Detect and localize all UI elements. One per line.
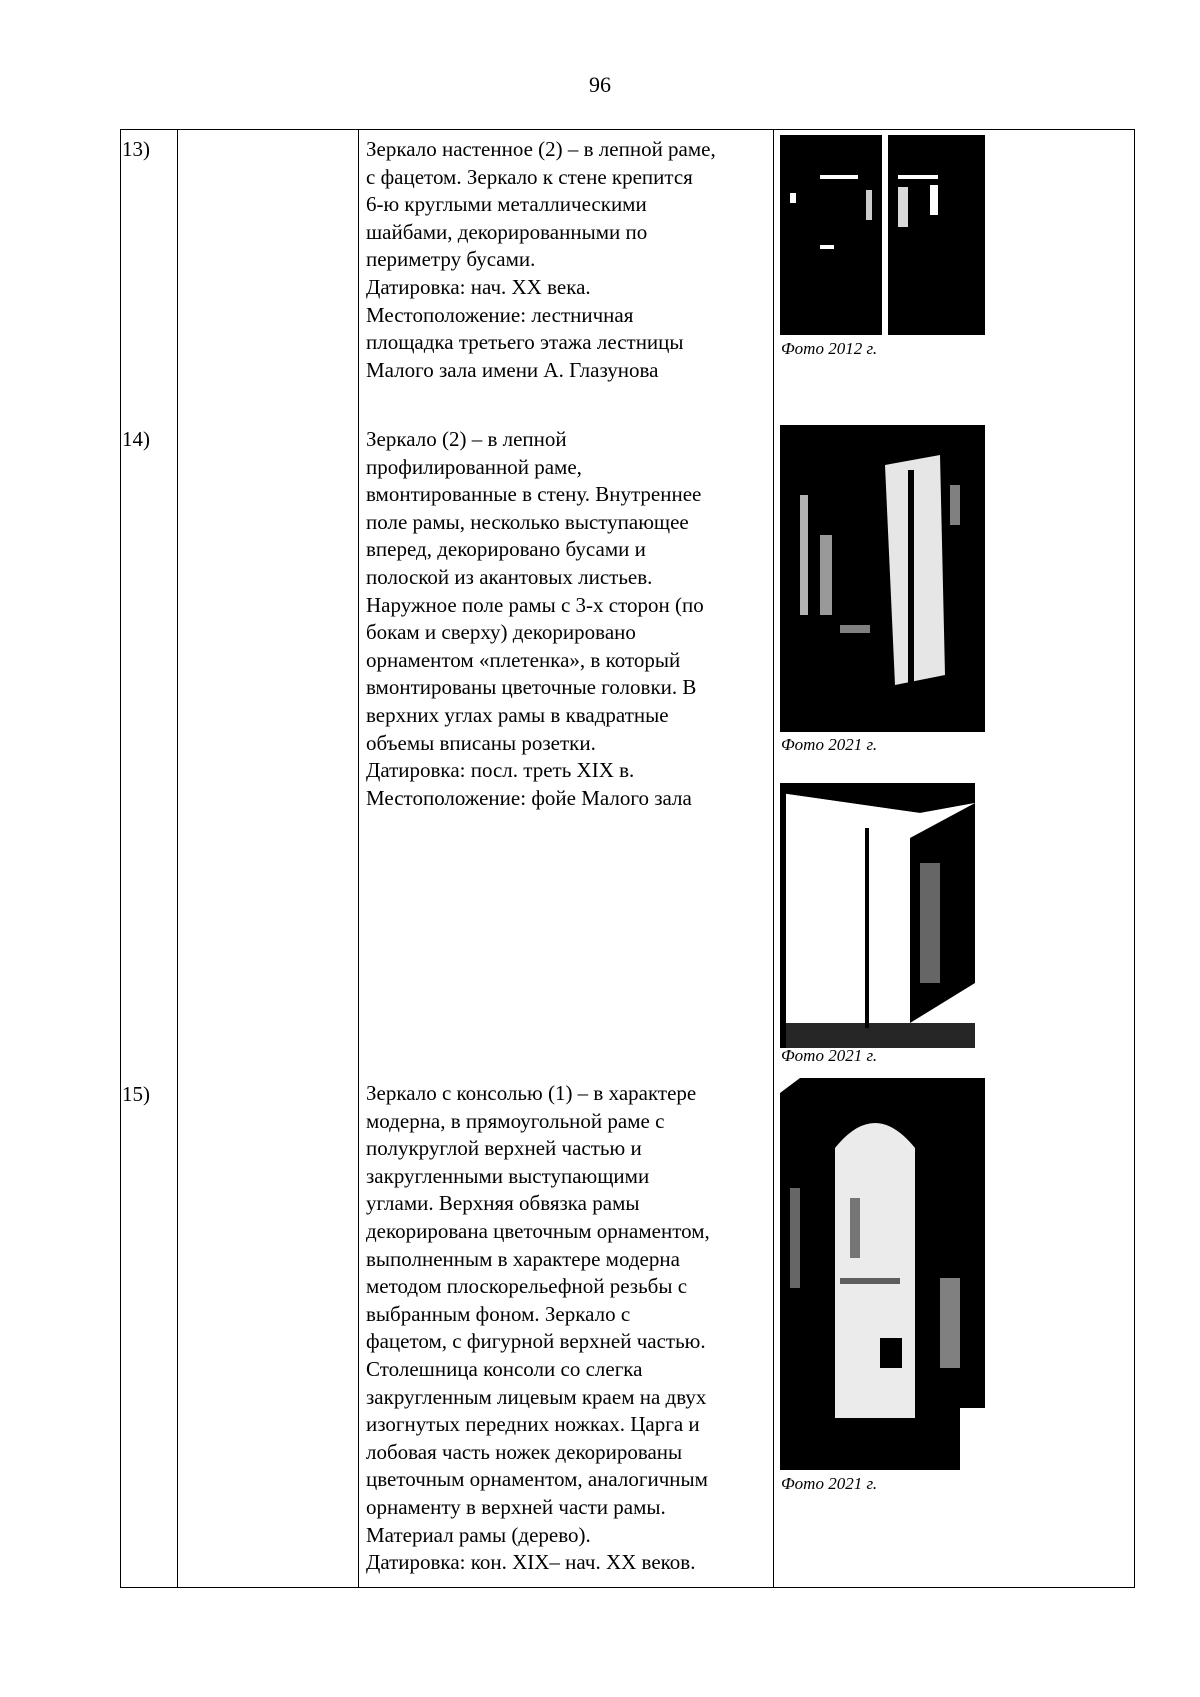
- description-line: изогнутых передних ножках. Царга и: [366, 1412, 700, 1437]
- photo-caption: Фото 2021 г.: [781, 1046, 878, 1065]
- description-line: вмонтированы цветочные головки. В: [366, 675, 697, 700]
- table-right-border: [1134, 129, 1135, 1587]
- page-number: 96: [589, 72, 611, 97]
- row-description: [366, 1080, 776, 1577]
- description-line: вперед, декорировано бусами и: [366, 537, 646, 562]
- description-line: Наружное поле рамы с 3-х сторон (по: [366, 592, 704, 617]
- table-bottom-border: [120, 1587, 1135, 1588]
- description-line: Местоположение: фойе Малого зала: [366, 785, 692, 810]
- description-line: орнаментом «плетенка», в который: [366, 647, 681, 672]
- mirror-corner-photo-icon: [780, 783, 975, 1048]
- description-line: Датировка: кон. ХIХ– нач. ХХ веков.: [366, 1550, 696, 1575]
- table-top-border: [120, 129, 1135, 130]
- description-line: Материал рамы (дерево).: [366, 1522, 591, 1547]
- row-number: 15): [122, 1082, 150, 1106]
- row-number: 13): [122, 137, 150, 161]
- column-divider: [177, 129, 178, 1587]
- description-line: профилированной раме,: [366, 454, 582, 479]
- description-line: бокам и сверху) декорировано: [366, 620, 636, 645]
- description-line: полоской из акантовых листьев.: [366, 564, 653, 589]
- description-line: 6-ю круглыми металлическими: [366, 192, 647, 217]
- description-line: вмонтированные в стену. Внутреннее: [366, 482, 702, 507]
- description-line: Зеркало с консолью (1) – в характере: [366, 1081, 697, 1105]
- description-line: методом плоскорельефной резьбы с: [366, 1274, 688, 1299]
- description-line: закругленными выступающими: [366, 1163, 650, 1188]
- description-line: Зеркало (2) – в лепной: [366, 427, 567, 451]
- description-line: шайбами, декорированными по: [366, 219, 648, 244]
- description-line: декорирована цветочным орнаментом,: [366, 1218, 710, 1243]
- description-line: с фацетом. Зеркало к стене крепится: [366, 164, 693, 189]
- description-line: углами. Верхняя обвязка рамы: [366, 1191, 640, 1216]
- mirror-photo-icon: [780, 425, 985, 732]
- column-divider: [358, 129, 359, 1587]
- description-line: выбранным фоном. Зеркало с: [366, 1301, 631, 1326]
- row-number: 14): [122, 427, 150, 451]
- description-line: цветочным орнаментом, аналогичным: [366, 1467, 708, 1492]
- description-line: площадка третьего этажа лестницы: [366, 330, 684, 355]
- description-line: Зеркало настенное (2) – в лепной раме,: [366, 137, 716, 161]
- photo-caption: Фото 2021 г.: [781, 735, 878, 754]
- description-line: лобовая часть ножек декорированы: [366, 1439, 683, 1464]
- description-line: верхних углах рамы в квадратные: [366, 702, 669, 727]
- description-line: фацетом, с фигурной верхней частью.: [366, 1329, 706, 1354]
- description-line: модерна, в прямоугольной раме с: [366, 1108, 665, 1133]
- description-line: выполненным в характере модерна: [366, 1246, 680, 1271]
- description-line: Местоположение: лестничная: [366, 302, 634, 327]
- description-line: закругленным лицевым краем на двух: [366, 1384, 707, 1409]
- description-line: Датировка: нач. ХХ века.: [366, 274, 591, 299]
- console-mirror-photo-icon: [780, 1078, 985, 1470]
- description-line: Столешница консоли со слегка: [366, 1356, 643, 1381]
- description-line: полукруглой верхней частью и: [366, 1136, 642, 1161]
- description-line: Малого зала имени А. Глазунова: [366, 357, 659, 382]
- description-line: Датировка: посл. треть ХIХ в.: [366, 758, 635, 783]
- description-line: объемы вписаны розетки.: [366, 730, 596, 755]
- photo-caption: Фото 2021 г.: [781, 1474, 878, 1493]
- description-line: периметру бусами.: [366, 247, 536, 272]
- mirror-photo-icon: [780, 135, 985, 335]
- row-description: [366, 136, 776, 384]
- row-description: [366, 426, 776, 812]
- table-left-border: [120, 129, 121, 1587]
- photo-caption: Фото 2012 г.: [781, 339, 878, 358]
- description-line: орнаменту в верхней части рамы.: [366, 1494, 666, 1519]
- description-line: поле рамы, несколько выступающее: [366, 509, 689, 534]
